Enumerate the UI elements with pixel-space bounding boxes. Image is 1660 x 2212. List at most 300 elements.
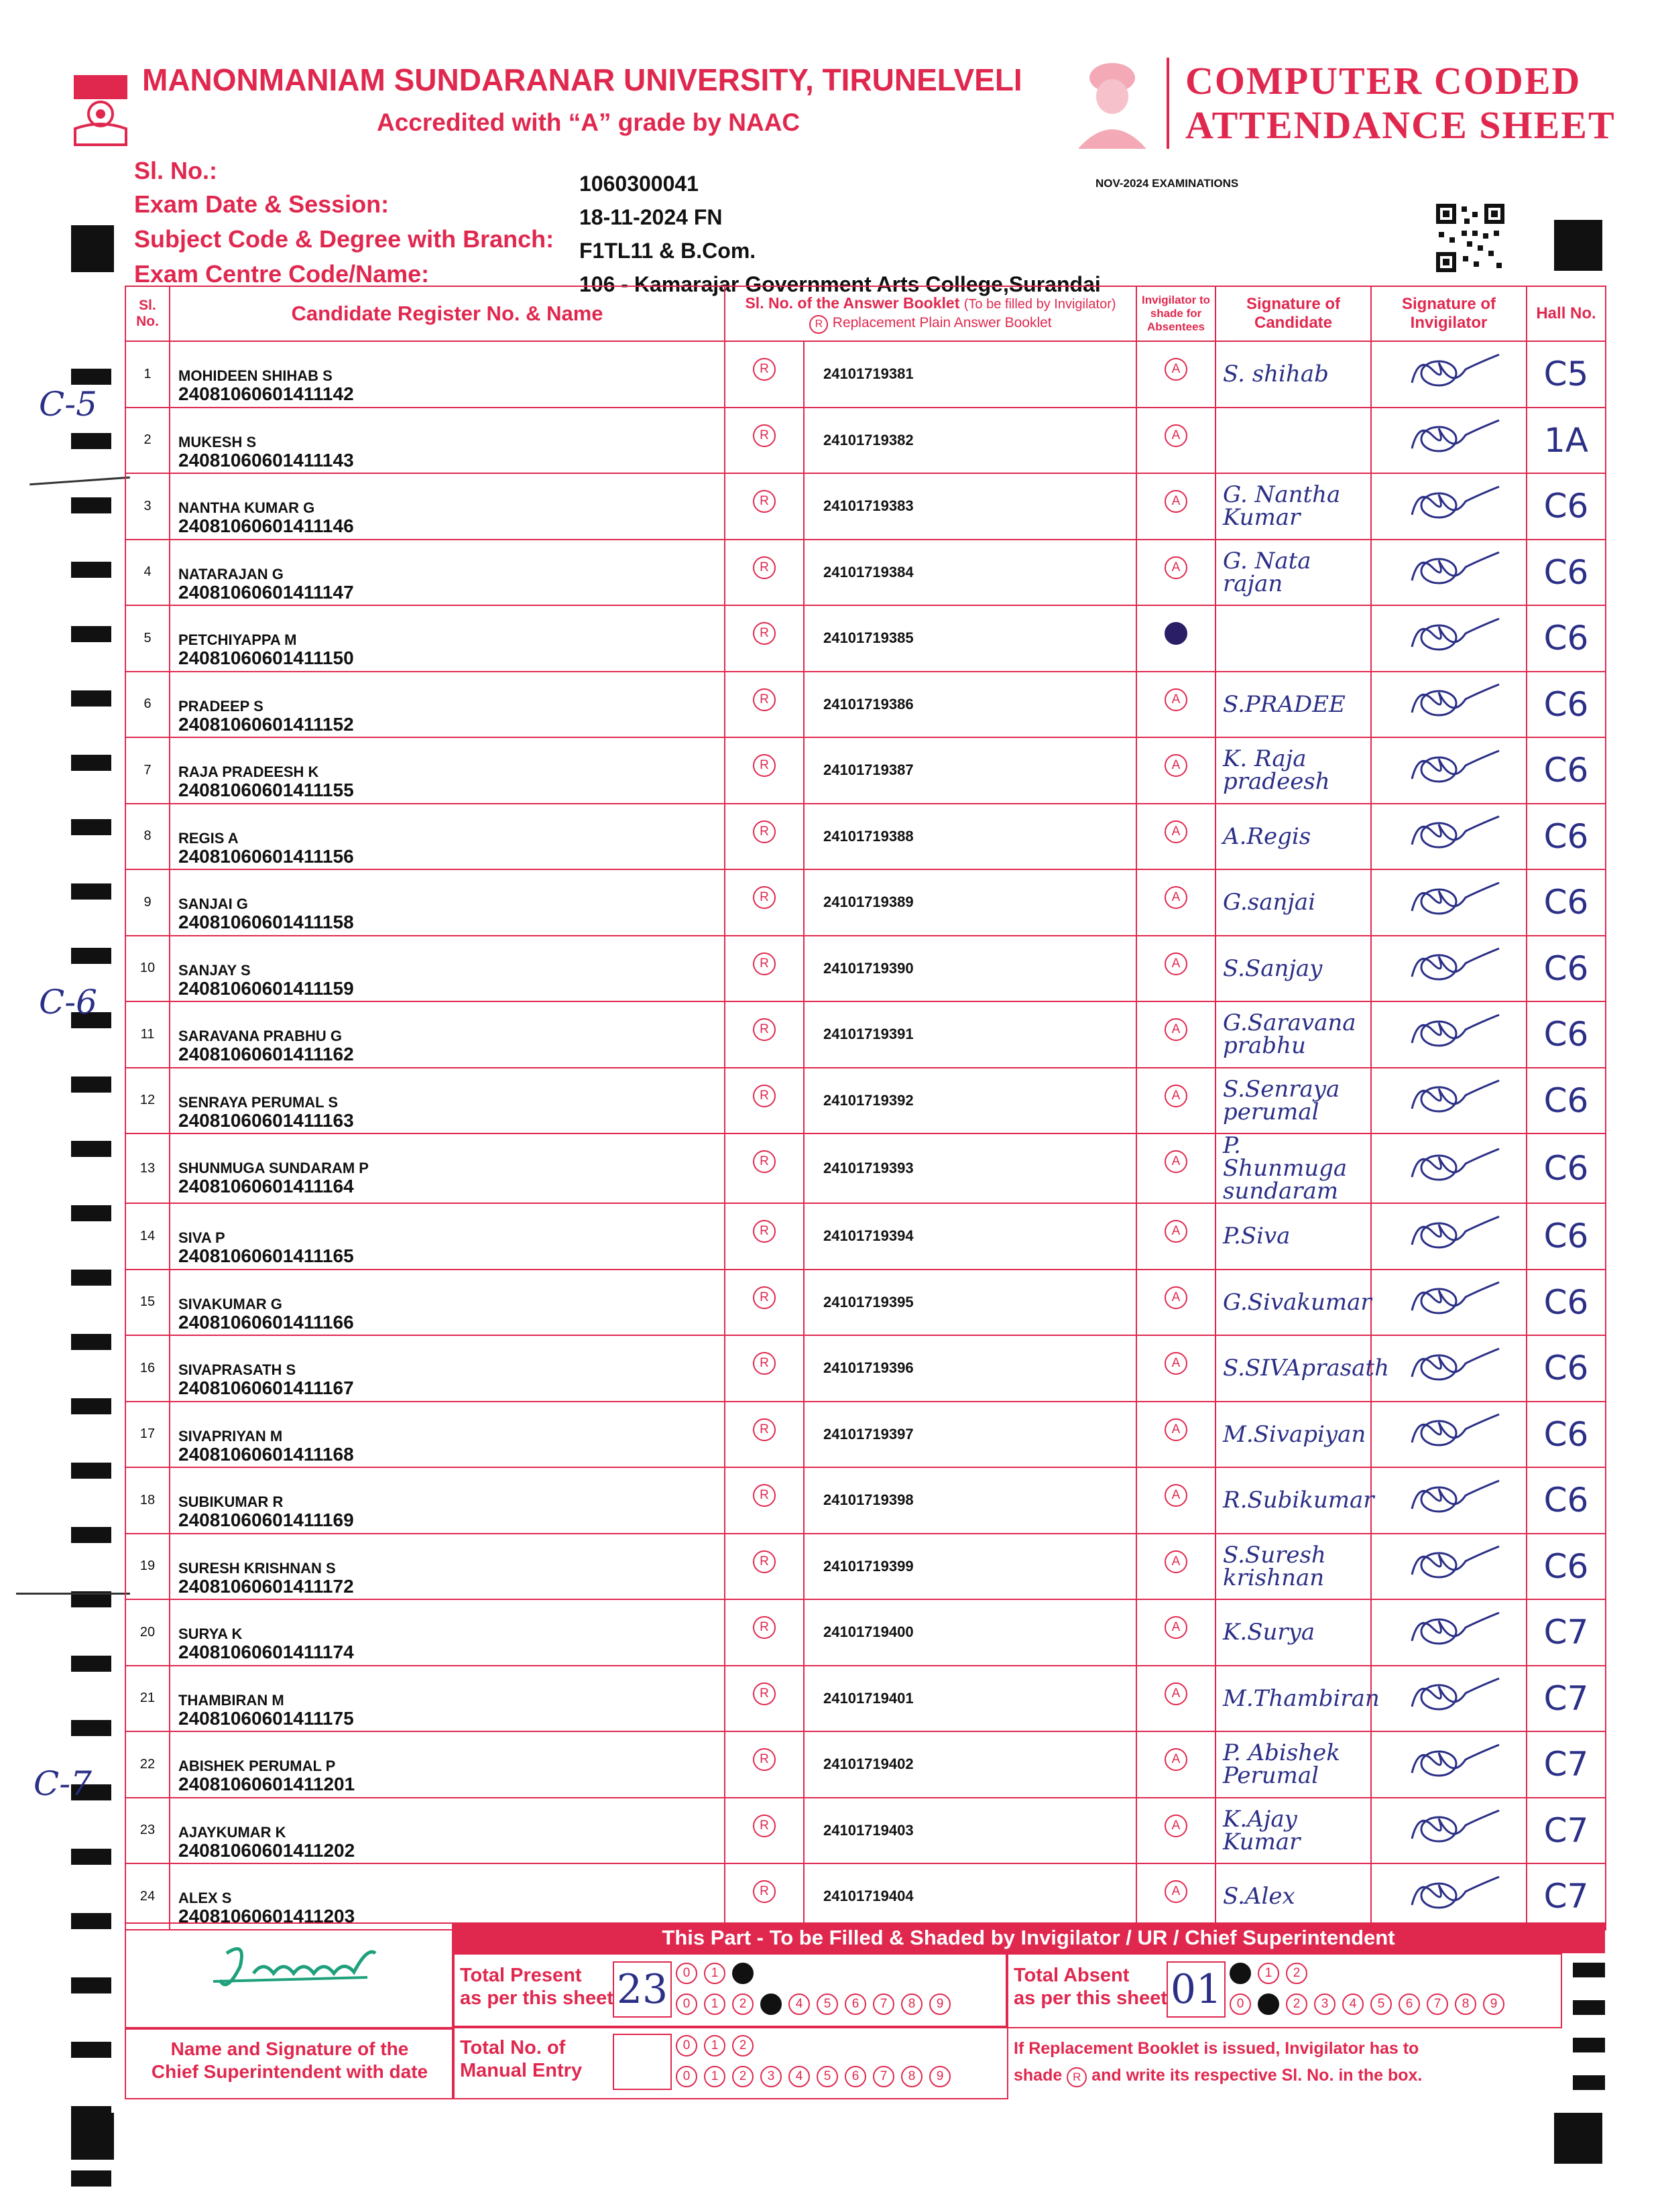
replacement-cell[interactable]: [725, 473, 804, 540]
table-row: [125, 540, 1606, 606]
absent-a-icon[interactable]: A: [1165, 754, 1187, 777]
invigilator-signature-icon: [1371, 1068, 1527, 1134]
centre-label: Exam Centre Code/Name:: [134, 260, 430, 288]
absent-a-icon[interactable]: A: [1165, 688, 1187, 711]
absent-a-icon[interactable]: A: [1165, 1616, 1187, 1639]
hall-number: C6: [1527, 605, 1606, 672]
absent-a-icon[interactable]: A: [1165, 1018, 1187, 1041]
booklet-number: 24101719389: [804, 869, 1136, 936]
replacement-r-icon[interactable]: R: [753, 754, 776, 777]
absent-cell[interactable]: [1136, 341, 1216, 408]
digit-bubble[interactable]: 5: [817, 1993, 838, 2015]
hall-number: C6: [1527, 1133, 1606, 1203]
hall-number: C6: [1527, 869, 1606, 936]
digit-bubble[interactable]: 2: [732, 2035, 754, 2056]
replacement-r-icon[interactable]: R: [753, 622, 776, 645]
absent-cell[interactable]: [1136, 1270, 1216, 1336]
candidate-signature: S.SIVAprasath: [1216, 1335, 1371, 1402]
col-hall: Hall No.: [1527, 286, 1606, 341]
absent-cell[interactable]: [1136, 1001, 1216, 1068]
replacement-r-icon: R: [809, 315, 828, 334]
absent-cell[interactable]: [1136, 1133, 1216, 1203]
replacement-r-icon[interactable]: R: [753, 1286, 776, 1309]
candidate-cell: [170, 1270, 725, 1336]
absent-a-icon[interactable]: A: [1165, 1682, 1187, 1705]
replacement-r-icon[interactable]: R: [753, 1550, 776, 1573]
booklet-number: 24101719382: [804, 408, 1136, 474]
digit-bubble[interactable]: 9: [929, 2066, 951, 2087]
replacement-cell[interactable]: [725, 1001, 804, 1068]
manual-label-line-2: Manual Entry: [460, 2060, 583, 2081]
absent-a-icon[interactable]: A: [1165, 953, 1187, 975]
present-label-line-2: as per this sheet: [460, 1987, 613, 2009]
hall-number: C6: [1527, 1402, 1606, 1468]
sl-no-value: 1060300041: [579, 172, 699, 196]
replacement-r-icon[interactable]: R: [753, 1352, 776, 1375]
candidate-cell: [170, 1731, 725, 1798]
candidate-name: SANJAY S: [178, 961, 251, 979]
present-tens-bubbles[interactable]: [676, 1963, 760, 1984]
candidate-cell: [170, 804, 725, 870]
digit-bubble[interactable]: 4: [788, 2066, 810, 2087]
exam-tag: NOV-2024 EXAMINATIONS: [1095, 177, 1239, 190]
hall-number: C6: [1527, 804, 1606, 870]
candidate-signature: P.Siva: [1216, 1203, 1371, 1270]
invigilator-signature-icon: [1371, 672, 1527, 738]
register-number: 24081060601411165: [178, 1245, 354, 1266]
attendance-table: [125, 286, 1606, 1930]
replacement-cell[interactable]: [725, 672, 804, 738]
absent-cell[interactable]: [1136, 1863, 1216, 1930]
row-sl: 16: [125, 1335, 170, 1402]
absent-a-icon[interactable]: A: [1165, 556, 1187, 579]
replacement-cell[interactable]: [725, 1068, 804, 1134]
register-number: 24081060601411152: [178, 713, 354, 735]
candidate-signature: K.Ajay Kumar: [1216, 1798, 1371, 1864]
digit-bubble[interactable]: 3: [760, 1993, 782, 2015]
hall-number: C6: [1527, 540, 1606, 606]
replacement-cell[interactable]: [725, 1534, 804, 1600]
register-number: 24081060601411159: [178, 977, 354, 999]
register-number: 24081060601411203: [178, 1906, 355, 1926]
replacement-cell[interactable]: [725, 869, 804, 936]
absent-a-icon[interactable]: A: [1165, 1484, 1187, 1507]
digit-bubble[interactable]: 7: [1427, 1993, 1448, 2015]
timing-mark: [71, 2170, 111, 2187]
invigilator-signature-icon: [1371, 1270, 1527, 1336]
absent-cell[interactable]: [1136, 473, 1216, 540]
university-name: MANONMANIAM SUNDARANAR UNIVERSITY, TIRUNELVELI: [142, 62, 1022, 97]
hall-number: C7: [1527, 1731, 1606, 1798]
booklet-number: 24101719383: [804, 473, 1136, 540]
digit-bubble[interactable]: 8: [901, 1993, 923, 2015]
replacement-r-icon[interactable]: R: [753, 820, 776, 843]
absent-cell[interactable]: [1136, 1335, 1216, 1402]
col-booklet-label: Sl. No. of the Answer Booklet: [745, 294, 960, 312]
candidate-name: AJAYKUMAR K: [178, 1823, 286, 1841]
replacement-r-icon[interactable]: R: [753, 1220, 776, 1243]
replacement-r-icon[interactable]: R: [753, 1682, 776, 1705]
digit-bubble[interactable]: 0: [676, 1993, 697, 2015]
chief-label-line-1: Name and Signature of the: [170, 2038, 409, 2059]
candidate-cell: [170, 540, 725, 606]
candidate-signature: G. Nata rajan: [1216, 540, 1371, 606]
row-sl: 7: [125, 737, 170, 804]
candidate-signature: S.Sanjay: [1216, 936, 1371, 1002]
row-sl: 22: [125, 1731, 170, 1798]
digit-bubble[interactable]: 6: [845, 1993, 866, 2015]
register-number: 24081060601411143: [178, 449, 354, 471]
booklet-number: 24101719398: [804, 1467, 1136, 1534]
replacement-r-icon[interactable]: R: [753, 1880, 776, 1903]
candidate-cell: [170, 869, 725, 936]
replacement-r-icon[interactable]: R: [753, 1815, 776, 1837]
timing-mark: [71, 1913, 111, 1929]
invigilator-signature-icon: [1371, 936, 1527, 1002]
absent-a-icon[interactable]: A: [1165, 1815, 1187, 1837]
manual-units-bubbles[interactable]: [676, 2066, 957, 2087]
hall-number: 1A: [1527, 408, 1606, 474]
replacement-r-icon[interactable]: R: [753, 556, 776, 579]
absent-cell[interactable]: [1136, 1798, 1216, 1864]
digit-bubble[interactable]: 2: [732, 2066, 754, 2087]
hall-number: C6: [1527, 672, 1606, 738]
booklet-number: 24101719404: [804, 1863, 1136, 1930]
candidate-name: SARAVANA PRABHU G: [178, 1028, 343, 1044]
digit-bubble[interactable]: 3: [760, 2066, 782, 2087]
candidate-name: PRADEEP S: [178, 697, 263, 715]
timing-mark: [71, 1398, 111, 1414]
digit-bubble[interactable]: 9: [929, 1993, 951, 2015]
replacement-r-icon[interactable]: R: [753, 1484, 776, 1507]
replacement-cell[interactable]: [725, 408, 804, 474]
absent-cell[interactable]: [1136, 869, 1216, 936]
candidate-cell: [170, 737, 725, 804]
digit-bubble[interactable]: 1: [704, 2035, 725, 2056]
replacement-cell[interactable]: [725, 1203, 804, 1270]
invigilator-signature-icon: [1371, 1335, 1527, 1402]
replacement-r-icon[interactable]: R: [753, 1616, 776, 1639]
booklet-number: 24101719393: [804, 1133, 1136, 1203]
replacement-cell[interactable]: [725, 605, 804, 672]
digit-bubble[interactable]: 0: [1230, 1963, 1251, 1984]
digit-bubble[interactable]: 6: [845, 2066, 866, 2087]
candidate-signature: G. Nantha Kumar: [1216, 473, 1371, 540]
timing-mark: [71, 755, 111, 771]
absent-a-icon[interactable]: A: [1165, 358, 1187, 381]
absent-cell[interactable]: [1136, 1068, 1216, 1134]
absent-a-icon[interactable]: A: [1165, 490, 1187, 513]
absent-cell[interactable]: [1136, 408, 1216, 474]
invigilator-signature-icon: [1371, 473, 1527, 540]
digit-bubble[interactable]: 4: [1342, 1993, 1364, 2015]
timing-mark: [71, 1977, 111, 1993]
chief-label: [126, 2038, 453, 2083]
booklet-number: 24101719390: [804, 936, 1136, 1002]
register-number: 24081060601411175: [178, 1707, 354, 1729]
replacement-cell[interactable]: [725, 1270, 804, 1336]
digit-bubble[interactable]: 1: [704, 1993, 725, 2015]
table-row: [125, 1133, 1606, 1203]
absent-a-icon[interactable]: A: [1165, 622, 1187, 645]
candidate-signature: G.Sivakumar: [1216, 1270, 1371, 1336]
digit-bubble[interactable]: 1: [1258, 1963, 1279, 1984]
candidate-name: SURYA K: [178, 1625, 243, 1642]
digit-bubble[interactable]: 0: [1230, 1993, 1251, 2015]
digit-bubble[interactable]: 9: [1483, 1993, 1504, 2015]
digit-bubble[interactable]: 1: [1258, 1993, 1279, 2015]
booklet-number: 24101719403: [804, 1798, 1136, 1864]
absent-cell[interactable]: [1136, 672, 1216, 738]
absent-a-icon[interactable]: A: [1165, 1418, 1187, 1441]
register-number: 24081060601411158: [178, 912, 354, 932]
replacement-cell[interactable]: [725, 1402, 804, 1468]
invigilator-signature-icon: [1371, 1666, 1527, 1732]
invigilator-signature-icon: [1371, 540, 1527, 606]
sheet-title-line-2: ATTENDANCE SHEET: [1185, 103, 1616, 147]
timing-mark: [71, 1334, 111, 1350]
candidate-cell: [170, 473, 725, 540]
register-number: 24081060601411150: [178, 648, 354, 668]
digit-bubble[interactable]: 1: [704, 2066, 725, 2087]
replacement-r-icon[interactable]: R: [753, 1418, 776, 1441]
absent-cell[interactable]: [1136, 1666, 1216, 1732]
timing-mark: [71, 2106, 111, 2122]
candidate-name: NATARAJAN G: [178, 565, 284, 582]
replacement-r-icon[interactable]: R: [753, 688, 776, 711]
timing-mark: [71, 883, 111, 900]
table-row: [125, 1534, 1606, 1600]
absent-write-box[interactable]: [1167, 1961, 1226, 2018]
founder-portrait-icon: [1071, 58, 1153, 149]
header-divider: [1167, 58, 1169, 149]
replacement-r-icon[interactable]: R: [753, 424, 776, 447]
col-sig-invigilator: Signature of Invigilator: [1371, 286, 1527, 341]
replacement-cell[interactable]: [725, 540, 804, 606]
candidate-cell: [170, 1599, 725, 1666]
replacement-cell[interactable]: [725, 341, 804, 408]
digit-bubble[interactable]: 8: [1455, 1993, 1476, 2015]
booklet-number: 24101719397: [804, 1402, 1136, 1468]
replacement-r-icon[interactable]: R: [753, 1150, 776, 1173]
invigilator-signature-icon: [1371, 869, 1527, 936]
invigilator-signature-icon: [1371, 737, 1527, 804]
booklet-number: 24101719392: [804, 1068, 1136, 1134]
absent-a-icon[interactable]: A: [1165, 886, 1187, 909]
replacement-cell[interactable]: [725, 1599, 804, 1666]
absent-a-icon[interactable]: A: [1165, 1286, 1187, 1309]
table-row: [125, 1402, 1606, 1468]
row-sl: 23: [125, 1798, 170, 1864]
digit-bubble[interactable]: 2: [732, 1993, 754, 2015]
hall-number: C6: [1527, 1467, 1606, 1534]
replacement-r-icon[interactable]: R: [753, 358, 776, 381]
candidate-cell: [170, 1798, 725, 1864]
absent-cell[interactable]: [1136, 605, 1216, 672]
col-booklet-note: (To be filled by Invigilator): [963, 296, 1116, 312]
table-row: [125, 1599, 1606, 1666]
row-sl: 9: [125, 869, 170, 936]
absent-cell[interactable]: [1136, 737, 1216, 804]
candidate-signature: S.Suresh krishnan: [1216, 1534, 1371, 1600]
digit-bubble[interactable]: 0: [676, 1963, 697, 1984]
invigilator-signature-icon: [1371, 804, 1527, 870]
hall-number: C7: [1527, 1798, 1606, 1864]
digit-bubble[interactable]: 2: [732, 1963, 754, 1984]
replacement-cell[interactable]: [725, 1666, 804, 1732]
timing-mark: [1573, 1963, 1605, 1977]
centre-value: 106 - Kamarajar Government Arts College,Surandai: [579, 272, 1101, 296]
digit-bubble[interactable]: 4: [788, 1993, 810, 2015]
table-row: [125, 869, 1606, 936]
pen-stroke: [29, 477, 130, 485]
absent-tens-bubbles[interactable]: [1230, 1963, 1314, 1984]
replacement-cell[interactable]: [725, 936, 804, 1002]
table-row: [125, 605, 1606, 672]
col-invigilator: Invigilator to shade for Absentees: [1136, 286, 1216, 341]
replacement-cell[interactable]: [725, 737, 804, 804]
register-number: 24081060601411166: [178, 1311, 354, 1333]
digit-bubble[interactable]: 2: [1286, 1993, 1307, 2015]
table-row: [125, 936, 1606, 1002]
replacement-cell[interactable]: [725, 1798, 804, 1864]
absent-a-icon[interactable]: A: [1165, 1352, 1187, 1375]
candidate-cell: [170, 1068, 725, 1134]
total-absent-box: [1006, 1953, 1562, 2028]
candidate-signature: A.Regis: [1216, 804, 1371, 870]
absent-a-icon[interactable]: A: [1165, 1150, 1187, 1173]
absent-a-icon[interactable]: A: [1165, 1085, 1187, 1107]
manual-write-box[interactable]: [613, 2034, 672, 2090]
replacement-cell[interactable]: [725, 1731, 804, 1798]
absent-units-bubbles[interactable]: [1230, 1993, 1511, 2015]
candidate-name: SIVAPRASATH S: [178, 1361, 296, 1378]
replacement-cell[interactable]: [725, 1335, 804, 1402]
digit-bubble[interactable]: 6: [1399, 1993, 1420, 2015]
digit-bubble[interactable]: 7: [873, 2066, 894, 2087]
candidate-cell: [170, 1335, 725, 1402]
timing-mark: [71, 1463, 111, 1479]
timing-mark: [71, 1527, 111, 1543]
absent-cell[interactable]: [1136, 804, 1216, 870]
replacement-r-icon[interactable]: R: [753, 886, 776, 909]
candidate-signature: K.Surya: [1216, 1599, 1371, 1666]
row-sl: 6: [125, 672, 170, 738]
exam-date-label: Exam Date & Session:: [134, 190, 390, 218]
replacement-r-icon[interactable]: R: [753, 1748, 776, 1771]
booklet-number: 24101719384: [804, 540, 1136, 606]
booklet-number: 24101719394: [804, 1203, 1136, 1270]
absent-cell[interactable]: [1136, 540, 1216, 606]
booklet-number: 24101719387: [804, 737, 1136, 804]
digit-bubble[interactable]: 1: [704, 1963, 725, 1984]
absent-a-icon[interactable]: A: [1165, 1748, 1187, 1771]
candidate-cell: [170, 1467, 725, 1534]
candidate-name: SIVAKUMAR G: [178, 1295, 282, 1312]
candidate-cell: [170, 672, 725, 738]
absent-cell[interactable]: [1136, 1402, 1216, 1468]
absent-cell[interactable]: [1136, 1599, 1216, 1666]
register-number: 24081060601411169: [178, 1510, 354, 1530]
replacement-r-icon[interactable]: R: [753, 1085, 776, 1107]
table-row: [125, 341, 1606, 408]
replacement-cell[interactable]: [725, 1133, 804, 1203]
candidate-name: SIVAPRIYAN M: [178, 1427, 283, 1445]
digit-bubble[interactable]: 2: [1286, 1963, 1307, 1984]
absent-cell[interactable]: [1136, 1731, 1216, 1798]
digit-bubble[interactable]: 5: [817, 2066, 838, 2087]
absent-cell[interactable]: [1136, 1203, 1216, 1270]
digit-bubble[interactable]: 8: [901, 2066, 923, 2087]
timing-mark: [1573, 2000, 1605, 2015]
absent-cell[interactable]: [1136, 1467, 1216, 1534]
absent-a-icon[interactable]: A: [1165, 1880, 1187, 1903]
table-row: [125, 1798, 1606, 1864]
replacement-cell[interactable]: [725, 804, 804, 870]
replacement-cell[interactable]: [725, 1467, 804, 1534]
hall-number: C6: [1527, 473, 1606, 540]
absent-a-icon[interactable]: A: [1165, 424, 1187, 447]
invigilator-signature-icon: [1371, 1534, 1527, 1600]
row-sl: 10: [125, 936, 170, 1002]
row-sl: 5: [125, 605, 170, 672]
replacement-r-icon[interactable]: R: [753, 953, 776, 975]
present-write-box[interactable]: [613, 1961, 672, 2018]
row-sl: 17: [125, 1402, 170, 1468]
digit-bubble[interactable]: 0: [676, 2066, 697, 2087]
hall-number: C5: [1527, 341, 1606, 408]
absent-a-icon[interactable]: A: [1165, 820, 1187, 843]
replacement-r-icon[interactable]: R: [753, 490, 776, 513]
hall-number: C7: [1527, 1863, 1606, 1930]
digit-bubble[interactable]: 5: [1370, 1993, 1392, 2015]
register-number: 24081060601411201: [178, 1774, 355, 1794]
manual-tens-bubbles[interactable]: [676, 2035, 760, 2056]
digit-bubble[interactable]: 3: [1314, 1993, 1336, 2015]
present-units-bubbles[interactable]: [676, 1993, 957, 2015]
row-sl: 19: [125, 1534, 170, 1600]
invigilator-signature-icon: [1371, 408, 1527, 474]
candidate-cell: [170, 1001, 725, 1068]
digit-bubble[interactable]: 0: [676, 2035, 697, 2056]
replacement-r-icon[interactable]: R: [753, 1018, 776, 1041]
table-row: [125, 1863, 1606, 1930]
absent-label-line-1: Total Absent: [1014, 1965, 1130, 1986]
hall-number: C7: [1527, 1599, 1606, 1666]
table-row: [125, 473, 1606, 540]
table-row: [125, 737, 1606, 804]
booklet-number: 24101719391: [804, 1001, 1136, 1068]
absent-value: 01: [1170, 1966, 1222, 2013]
replacement-cell[interactable]: [725, 1863, 804, 1930]
absent-a-icon[interactable]: A: [1165, 1550, 1187, 1573]
timing-mark: [71, 1205, 111, 1221]
digit-bubble[interactable]: 7: [873, 1993, 894, 2015]
replacement-note-line-1: If Replacement Booklet is issued, Invigilator has to: [1014, 2039, 1419, 2058]
absent-a-icon[interactable]: A: [1165, 1220, 1187, 1243]
qr-code-icon: [1436, 204, 1504, 272]
absent-cell[interactable]: [1136, 1534, 1216, 1600]
invigilator-signature-icon: [1371, 1599, 1527, 1666]
candidate-cell: [170, 1863, 725, 1930]
booklet-number: 24101719381: [804, 341, 1136, 408]
invigilator-signature-icon: [1371, 1798, 1527, 1864]
candidate-cell: [170, 1402, 725, 1468]
table-row: [125, 1335, 1606, 1402]
absent-cell[interactable]: [1136, 936, 1216, 1002]
timing-mark: [71, 1849, 111, 1865]
invigilator-signature-icon: [1371, 1467, 1527, 1534]
